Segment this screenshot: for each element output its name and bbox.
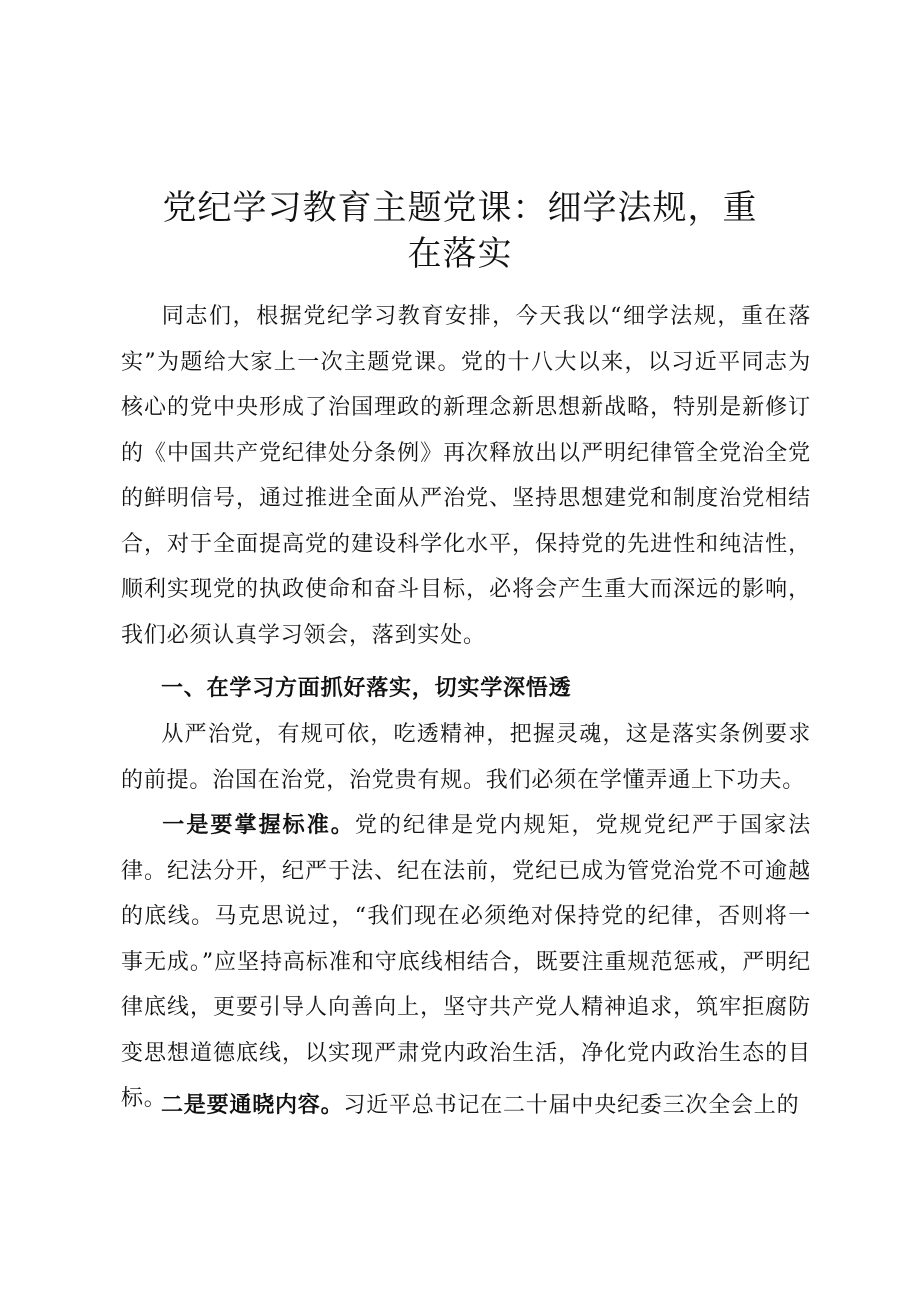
- point-1-lead: 一是要掌握标准。: [161, 812, 355, 838]
- document-title: 党纪学习教育主题党课：细学法规，重在落实: [162, 187, 758, 274]
- section-heading-1-text: 一、在学习方面抓好落实，切实学深悟透: [161, 675, 572, 701]
- point-1-paragraph: [121, 803, 811, 1122]
- section-1-paragraph: [121, 712, 811, 803]
- point-2-paragraph: [121, 1083, 811, 1129]
- section-1-paragraph-text: 从严治党，有规可依，吃透精神，把握灵魂，这是落实条例要求的前提。治国在治党，治党贵有规。我们必须在学懂弄通上下功夫。: [121, 722, 811, 793]
- point-1-text: 党的纪律是党内规矩，党规党纪严于国家法律。纪法分开，纪严于法、纪在法前，党纪已成为管党治党不可逾越的底线。马克思说过，“我们现在必须绝对保持党的纪律，否则将一事无成。”应坚持高标准和守底线相结合，既要注重规范惩戒，严明纪律底线，更要引导人向善向上，坚守共产党人精神追求，筑牢拒腐防变思想道德底线，以实现严肃党内政治生活，净化党内政治生态的目标。: [121, 813, 812, 1111]
- point-2-text: 习近平总书记在二十届中央纪委三次全会上的: [343, 1093, 800, 1118]
- section-heading-1: [121, 666, 811, 712]
- point-2-lead: 二是要通晓内容。: [161, 1092, 344, 1118]
- intro-paragraph-text: 同志们，根据党纪学习教育安排，今天我以“细学法规，重在落实”为题给大家上一次主题党课。党的十八大以来，以习近平同志为核心的党中央形成了治国理政的新理念新思想新战略，特别是新修订的《中国共产党纪律处分条例》再次释放出以严明纪律管全党治全党的鲜明信号，通过推进全面从严治党、坚持思想建党和制度治党相结合，对于全面提高党的建设科学化水平，保持党的先进性和纯洁性，顺利实现党的执政使命和奋斗目标，必将会产生重大而深远的影响，我们必须认真学习领会，落到实处。: [121, 304, 811, 648]
- intro-paragraph: [121, 294, 811, 658]
